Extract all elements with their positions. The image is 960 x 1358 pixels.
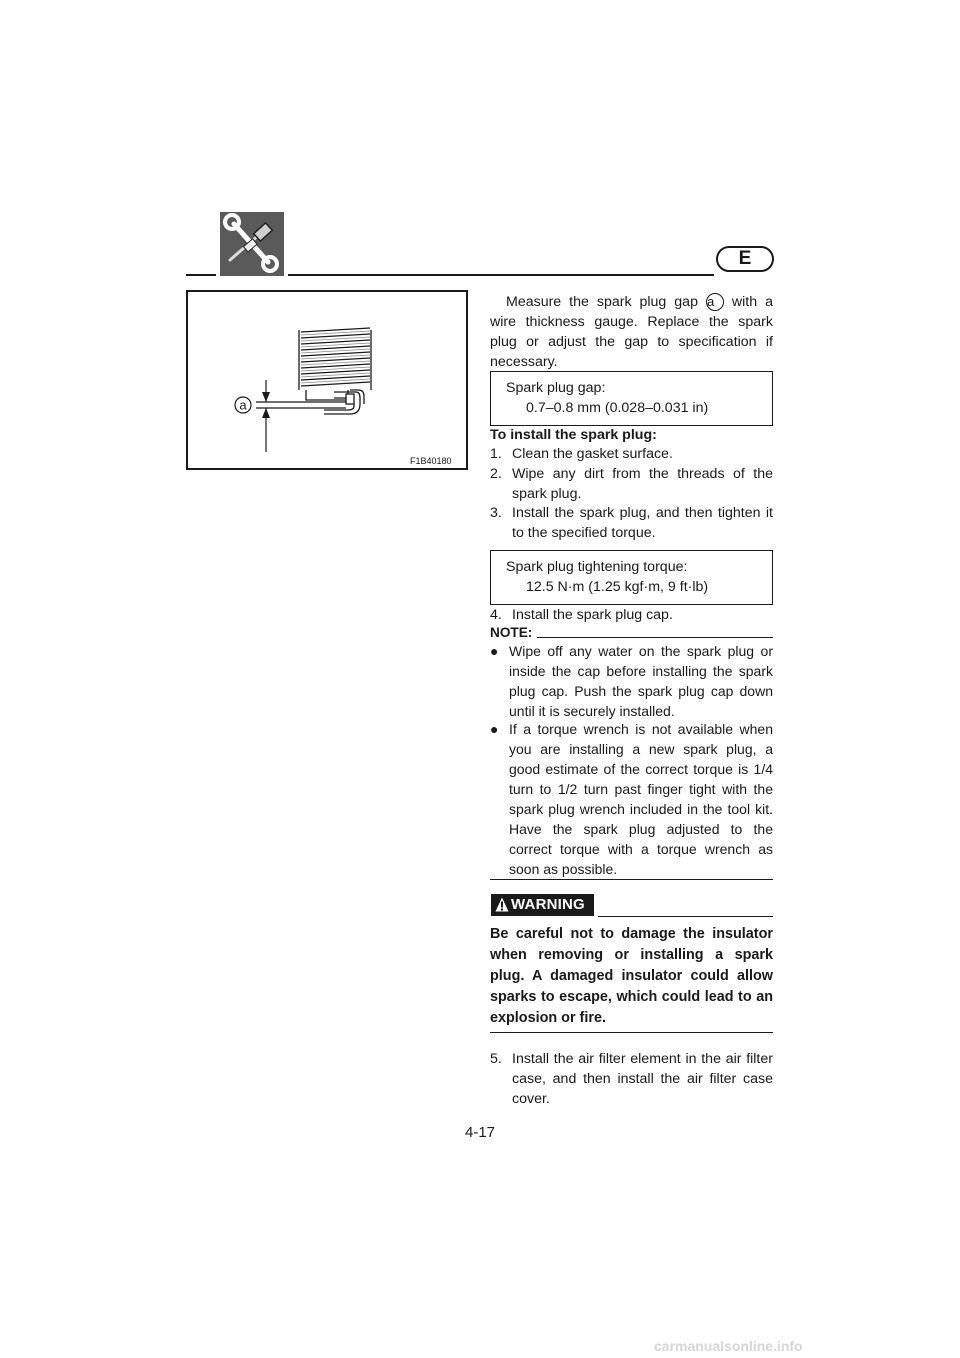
spark-plug-figure [186, 290, 468, 470]
warning-rule-top [598, 916, 773, 917]
install-step [490, 444, 773, 464]
install-step [490, 464, 773, 504]
page-number: 4-17 [464, 1124, 496, 1141]
step-number: 1. [490, 446, 502, 462]
footer-watermark: carmanualsonline.info [654, 1338, 803, 1354]
header-rule-left [186, 274, 216, 276]
intro-text-after: with a wire thickness gauge. Replace the spark plug or adjust the gap to specification if necessary. [490, 294, 773, 370]
warning-badge [491, 894, 594, 916]
note-bullet [490, 719, 773, 879]
note-rule-top [537, 637, 773, 638]
spec-box-torque [490, 550, 773, 605]
header-rule-right [288, 274, 714, 276]
tools-maintenance-icon [220, 212, 284, 276]
note-rule-bottom [490, 879, 773, 880]
note-title: NOTE: [490, 625, 533, 640]
bullet-dot-icon: ● [490, 643, 499, 659]
figure-label-a: a [239, 397, 247, 413]
step-number: 2. [490, 466, 502, 482]
spec-box-gap [490, 371, 773, 426]
spark-plug-gap-diagram [188, 292, 466, 468]
step-number: 3. [490, 505, 502, 521]
step-text: Install the air filter element in the air filter case, and then install the air filter case cover. [512, 1051, 773, 1107]
install-step [490, 605, 773, 625]
step-text: Clean the gasket surface. [512, 446, 673, 462]
spec-gap-label: Spark plug gap: [506, 380, 606, 396]
warning-text: Be careful not to damage the insulator when removing or installing a spark plug. A damaged insulator could allow sparks to escape, which could lead to an explosion or fire. [490, 926, 773, 1026]
spec-torque-label: Spark plug tightening torque: [506, 559, 688, 575]
note-bullet-text: If a torque wrench is not available when you are installing a new spark plug, a good estimate of the correct torque is 1/4 turn to 1/2 turn past finger tight with the spark plug wrench included in the tool kit. Have the spark plug adjusted to the correct torque with a torque wrench as soon as possible. [509, 721, 773, 877]
install-step [490, 503, 773, 543]
warning-rule-bottom [490, 1032, 773, 1033]
step-number: 4. [490, 607, 502, 623]
step-number: 5. [490, 1051, 502, 1067]
warning-label: WARNING [511, 896, 585, 913]
step-text: Install the spark plug, and then tighten it to the specified torque. [512, 505, 773, 541]
note-bullet-text: Wipe off any water on the spark plug or inside the cap before installing the spark plug cap. Push the spark plug cap down until it is securely installed. [509, 643, 773, 719]
figure-code: F1B40180 [410, 456, 452, 466]
bullet-dot-icon: ● [490, 721, 499, 737]
gap-marker-label: a [706, 294, 715, 309]
intro-text-before: Measure the spark plug gap [506, 294, 698, 310]
gap-marker [706, 293, 724, 311]
install-heading: To install the spark plug: [490, 427, 657, 443]
spec-gap-value: 0.7–0.8 mm (0.028–0.031 in) [526, 400, 709, 416]
step-text: Wipe any dirt from the threads of the spark plug. [512, 466, 773, 502]
warning-triangle-icon [495, 897, 509, 912]
step-text: Install the spark plug cap. [512, 607, 673, 623]
note-bullet [490, 641, 773, 721]
intro-paragraph [490, 292, 773, 372]
section-badge: E [716, 246, 774, 272]
spec-torque-value: 12.5 N·m (1.25 kgf·m, 9 ft·lb) [526, 579, 709, 595]
install-step [490, 1049, 773, 1109]
